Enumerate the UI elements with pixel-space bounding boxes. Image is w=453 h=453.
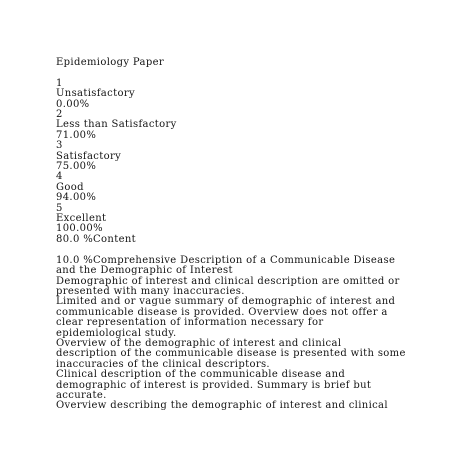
rating-scale [56, 79, 436, 246]
rating-line: Unsatisfactory [56, 88, 135, 100]
criteria-line: and the Demographic of Interest [56, 265, 233, 277]
rating-line: 75.00% [56, 161, 97, 173]
criteria-line: Limited and or vague summary of demographic of interest and [56, 296, 396, 308]
rating-line: 4 [56, 171, 63, 183]
rating-line: 94.00% [56, 192, 97, 204]
criteria-section [56, 256, 436, 412]
document-body [56, 58, 436, 412]
criteria-line: presented with many inaccuracies. [56, 285, 245, 297]
criteria-line: 10.0 %Comprehensive Description of a Communicable Disease [56, 254, 396, 266]
criteria-line: communicable disease is provided. Overview does not offer a [56, 306, 388, 318]
criteria-line: demographic of interest is provided. Summary is brief but [56, 379, 372, 391]
rating-line: 71.00% [56, 129, 97, 141]
rating-line: Satisfactory [56, 150, 122, 162]
rating-line: 3 [56, 140, 63, 152]
criteria-line: Clinical description of the communicable disease and [56, 369, 346, 381]
criteria-line: clear representation of information necessary for [56, 317, 324, 329]
rating-line: 80.0 %Content [56, 233, 137, 245]
rating-line: 1 [56, 77, 63, 89]
criteria-line: inaccuracies of the clinical descriptors. [56, 358, 270, 370]
rating-line: Excellent [56, 213, 107, 225]
spacer [56, 68, 436, 78]
rating-line: 2 [56, 109, 63, 121]
rating-line: 5 [56, 202, 63, 214]
rating-line: Good [56, 181, 84, 193]
criteria-line: epidemiological study. [56, 327, 177, 339]
criteria-line: Demographic of interest and clinical description are omitted or [56, 275, 400, 287]
rating-line: 100.00% [56, 223, 103, 235]
criteria-line: description of the communicable disease is presented with some [56, 348, 406, 360]
rating-line: 0.00% [56, 98, 90, 110]
criteria-line: Overview describing the demographic of interest and clinical [56, 400, 388, 412]
criteria-line: Overview of the demographic of interest and clinical [56, 337, 342, 349]
rating-line: Less than Satisfactory [56, 119, 177, 131]
criteria-line: accurate. [56, 389, 107, 401]
document-title: Epidemiology Paper [56, 57, 165, 68]
